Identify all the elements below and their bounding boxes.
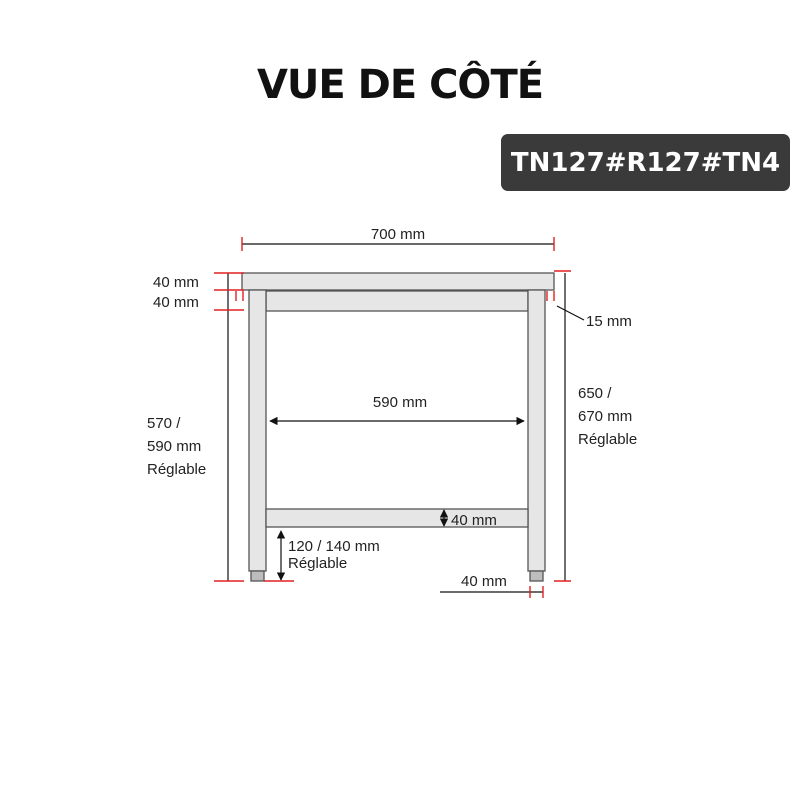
left-foot — [251, 571, 264, 581]
left-height-label-2: 590 mm — [147, 438, 202, 455]
right-height-label-2: 670 mm — [578, 408, 633, 425]
edge-gap-label: 15 mm — [586, 313, 632, 330]
inner-width-label: 590 mm — [372, 394, 428, 411]
right-height-label-1: 650 / — [578, 385, 612, 402]
right-height-label-3: Réglable — [578, 431, 638, 448]
left-height-label-3: Réglable — [147, 461, 207, 478]
table-structure — [242, 273, 554, 581]
foot-adjust-label-2: Réglable — [288, 555, 348, 572]
table-top — [242, 273, 554, 290]
reference-badge: TN127#R127#TN4 — [501, 134, 790, 191]
left-height-label-1: 570 / — [147, 415, 181, 432]
right-leg — [528, 290, 545, 571]
frame-height-label: 40 mm — [153, 294, 199, 311]
right-foot — [530, 571, 543, 581]
top-frame-rail — [266, 291, 528, 311]
left-leg — [249, 290, 266, 571]
overall-width-label: 700 mm — [370, 226, 426, 243]
foot-width-label: 40 mm — [461, 573, 507, 590]
shelf-height-label: 40 mm — [451, 512, 497, 529]
page-title: VUE DE CÔTÉ — [256, 62, 544, 108]
foot-adjust-label-1: 120 / 140 mm — [288, 538, 380, 555]
top-thickness-label: 40 mm — [153, 274, 199, 291]
